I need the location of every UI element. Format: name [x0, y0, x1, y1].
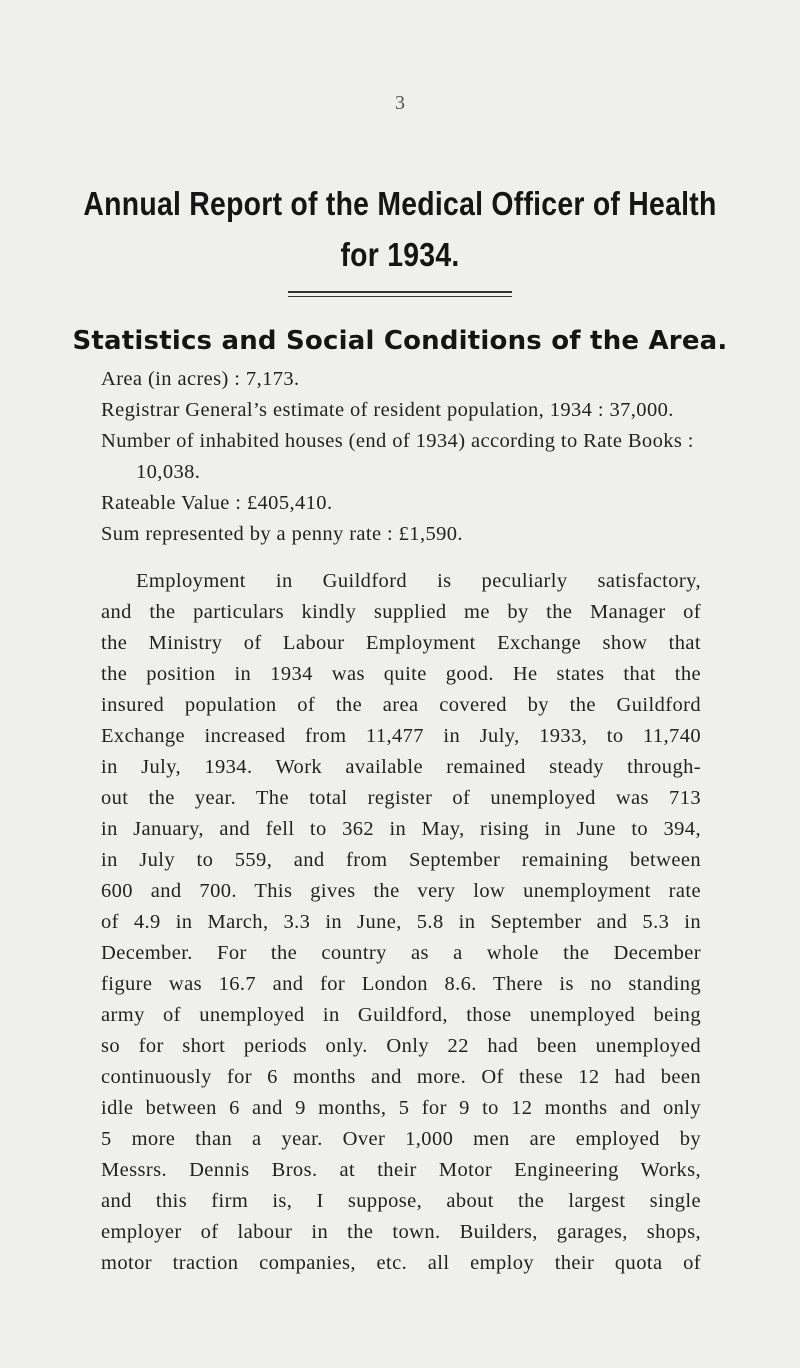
paragraph-line: and the particulars kindly supplied me by the Manager of: [101, 601, 701, 623]
paragraph-line: of 4.9 in March, 3.3 in June, 5.8 in September and 5.3 in: [101, 911, 701, 933]
stat-penny-rate: Sum represented by a penny rate : £1,590.: [101, 523, 463, 545]
paragraph-line: idle between 6 and 9 months, 5 for 9 to 12 months and only: [101, 1097, 701, 1119]
paragraph-line: in January, and fell to 362 in May, rising in June to 394,: [101, 818, 701, 840]
paragraph-line: out the year. The total register of unemployed was 713: [101, 787, 701, 809]
title-divider: [288, 291, 512, 293]
section-heading: Statistics and Social Conditions of the Area.: [72, 326, 728, 356]
paragraph-line: Exchange increased from 11,477 in July, 1933, to 11,740: [101, 725, 701, 747]
paragraph-line: motor traction companies, etc. all employ their quota of: [101, 1252, 701, 1274]
paragraph-line: army of unemployed in Guildford, those unemployed being: [101, 1004, 701, 1026]
paragraph-line: the Ministry of Labour Employment Exchange show that: [101, 632, 701, 654]
stat-houses: Number of inhabited houses (end of 1934) according to Rate Books : 10,038.: [101, 430, 694, 483]
paragraph-line: and this firm is, I suppose, about the largest single: [101, 1190, 701, 1212]
report-title: [56, 178, 744, 280]
stat-population: Registrar General’s estimate of resident population, 1934 : 37,000.: [101, 399, 674, 421]
paragraph-line: employer of labour in the town. Builders, garages, shops,: [101, 1221, 701, 1243]
report-title-line-2: for 1934.: [340, 236, 460, 273]
paragraph-line: December. For the country as a whole the December: [101, 942, 701, 964]
paragraph-line: Employment in Guildford is peculiarly satisfactory,: [136, 570, 701, 592]
paragraph-line: so for short periods only. Only 22 had been unemployed: [101, 1035, 701, 1057]
paragraph-line: 5 more than a year. Over 1,000 men are employed by: [101, 1128, 701, 1150]
statistics-list: [101, 364, 701, 550]
paragraph-line: insured population of the area covered by the Guildford: [101, 694, 701, 716]
page-number: 3: [395, 92, 405, 114]
paragraph-line: figure was 16.7 and for London 8.6. There is no standing: [101, 973, 701, 995]
title-divider-thin: [288, 296, 512, 297]
stat-area: Area (in acres) : 7,173.: [101, 368, 300, 390]
stat-rateable-value: Rateable Value : £405,410.: [101, 492, 333, 514]
employment-paragraph: [101, 566, 701, 1279]
paragraph-line: continuously for 6 months and more. Of these 12 had been: [101, 1066, 701, 1088]
paragraph-line: Messrs. Dennis Bros. at their Motor Engineering Works,: [101, 1159, 701, 1181]
paragraph-line: in July, 1934. Work available remained steady through-: [101, 756, 701, 778]
paragraph-line: in July to 559, and from September remaining between: [101, 849, 701, 871]
paragraph-line: 600 and 700. This gives the very low unemployment rate: [101, 880, 701, 902]
paragraph-line: the position in 1934 was quite good. He states that the: [101, 663, 701, 685]
report-title-line-1: Annual Report of the Medical Officer of Health: [83, 185, 717, 222]
